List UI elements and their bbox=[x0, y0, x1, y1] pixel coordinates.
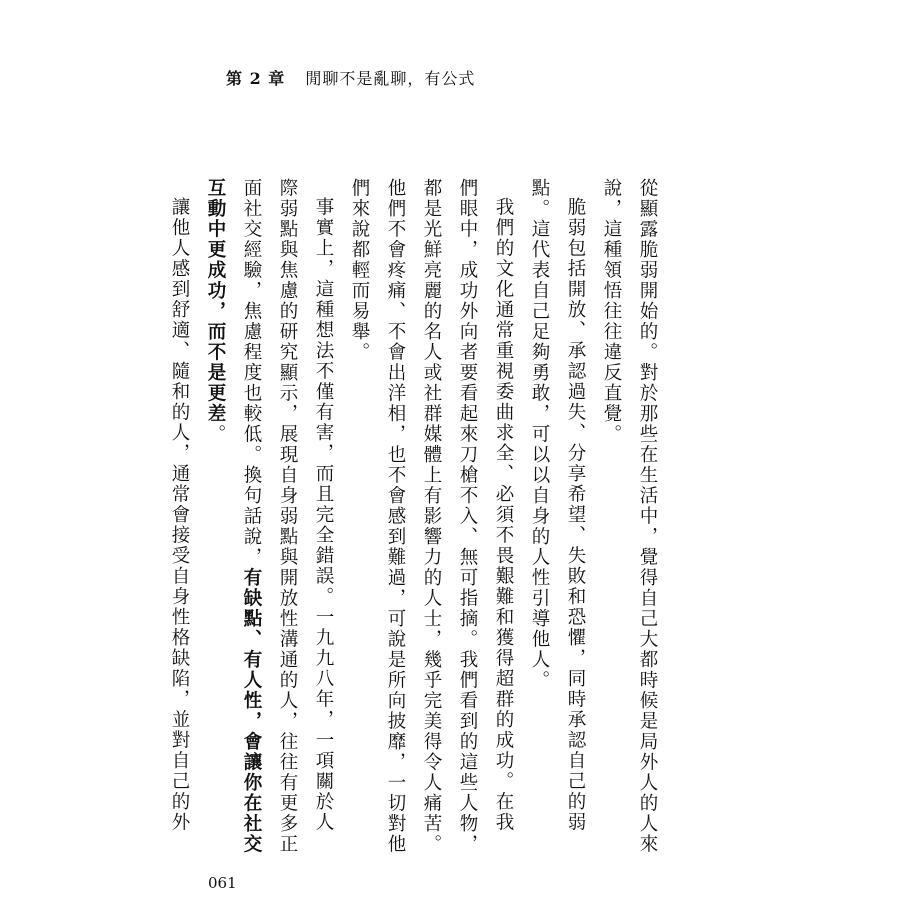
text-run: 他們不會疼痛、不會出洋相，也不會感到難過，可說是所向披靡，一切對他 bbox=[385, 178, 406, 855]
bold-text-run: 互動中更成功，而不是更差 bbox=[205, 178, 226, 424]
page-number: 061 bbox=[208, 874, 237, 892]
text-column bbox=[161, 178, 197, 832]
text-run: 際弱點與焦慮的研究顯示，展現自身弱點與開放性溝通的人，往往有更多正 bbox=[277, 178, 298, 855]
text-run: 們眼中，成功外向者要看起來刀槍不入、無可指摘。我們看到的這些人物， bbox=[457, 178, 478, 855]
text-column bbox=[341, 178, 377, 778]
text-column bbox=[629, 178, 665, 855]
text-column bbox=[557, 178, 593, 832]
text-run: 我們的文化通常重視委曲求全、必須不畏艱難和獲得超群的成功。在我 bbox=[493, 196, 514, 832]
running-header bbox=[226, 66, 475, 89]
text-run: 面社交經驗，焦慮程度也較低。換句話說， bbox=[241, 178, 262, 568]
text-column bbox=[377, 178, 413, 855]
text-run: 點。這代表自己足夠勇敢，可以以自身的人性引導他人。 bbox=[529, 178, 550, 691]
text-column bbox=[485, 178, 521, 832]
text-column bbox=[449, 178, 485, 855]
text-column bbox=[305, 178, 341, 832]
chapter-number: 第 2 章 bbox=[226, 69, 286, 88]
text-column bbox=[593, 178, 629, 778]
text-column bbox=[413, 178, 449, 855]
text-run: 都是光鮮亮麗的名人或社群媒體上有影響力的人士，幾乎完美得令人痛苦。 bbox=[421, 178, 442, 855]
text-run: 。 bbox=[205, 424, 226, 445]
bold-text-run: 有缺點、有人性，會讓你在社交 bbox=[241, 567, 262, 855]
text-run: 事實上，這種想法不僅有害，而且完全錯誤。一九九八年，一項關於人 bbox=[313, 196, 334, 832]
text-run: 們來說都輕而易舉。 bbox=[349, 178, 370, 363]
text-run: 脆弱包括開放、承認過失、分享希望、失敗和恐懼，同時承認自己的弱 bbox=[565, 196, 586, 832]
text-run: 說，這種領悟往往違反直覺。 bbox=[601, 178, 622, 445]
body-text bbox=[169, 178, 665, 855]
text-column bbox=[269, 178, 305, 855]
text-column bbox=[521, 178, 557, 778]
chapter-title: 閒聊不是亂聊，有公式 bbox=[305, 69, 476, 88]
text-run: 從顯露脆弱開始的。對於那些在生活中，覺得自己大都時候是局外人的人來 bbox=[637, 178, 658, 855]
text-column bbox=[197, 178, 233, 778]
text-column bbox=[233, 178, 269, 855]
text-run: 讓他人感到舒適、隨和的人，通常會接受自身性格缺陷，並對自己的外 bbox=[169, 196, 190, 832]
